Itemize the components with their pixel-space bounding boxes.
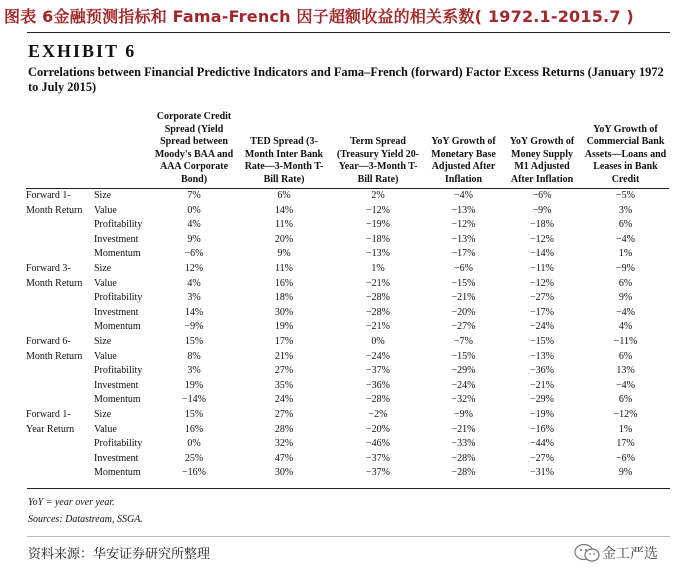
correlation-value: 25% — [184, 452, 204, 464]
correlation-value: −4% — [616, 306, 635, 318]
period-label — [26, 393, 94, 408]
factor-label: Investment — [94, 306, 139, 318]
period-label: Forward 1- — [26, 408, 71, 420]
column-header: Term Spread (Treasury Yield 20-Year—3-Month T-Bill Rate) — [331, 111, 425, 189]
correlation-value: −28% — [366, 306, 390, 318]
correlation-value: −17% — [530, 306, 554, 318]
correlation-value: −46% — [366, 438, 390, 450]
column-header: YoY Growth of Commercial Bank Assets—Loans and Leases in Bank Credit — [582, 111, 669, 189]
table-row — [26, 393, 669, 408]
correlation-value: −12% — [451, 219, 476, 231]
correlation-value: −32% — [451, 394, 476, 406]
correlation-value: 1% — [618, 248, 633, 260]
correlation-value: 0% — [187, 438, 201, 450]
period-label — [26, 233, 94, 248]
correlation-value: 21% — [274, 350, 294, 362]
correlation-value: 27% — [274, 365, 294, 377]
correlation-value: −12% — [613, 408, 638, 420]
correlation-value: 16% — [274, 277, 294, 289]
correlation-value: −21% — [530, 379, 554, 391]
period-label: Forward 6- — [26, 335, 71, 347]
table-row — [26, 437, 669, 452]
correlation-value: 27% — [274, 408, 294, 420]
correlation-value: −24% — [451, 379, 476, 391]
correlation-value: −7% — [454, 335, 473, 347]
source-line: 资料来源：华安证券研究所整理 — [28, 547, 211, 562]
correlation-value: −16% — [182, 467, 206, 479]
header-row — [26, 111, 669, 189]
correlation-value: −37% — [366, 467, 390, 479]
correlation-value: −4% — [454, 190, 473, 201]
correlation-value: −14% — [182, 394, 206, 406]
factor-label: Profitability — [94, 219, 143, 231]
correlation-value: 9% — [618, 292, 633, 304]
correlation-value: 19% — [274, 321, 294, 333]
table-row — [26, 189, 669, 204]
correlation-value: −14% — [530, 248, 554, 260]
correlation-value: −33% — [451, 438, 476, 450]
correlation-value: −11% — [613, 335, 638, 347]
factor-label: Momentum — [94, 321, 141, 333]
correlation-value: 7% — [187, 190, 201, 201]
correlation-value: −2% — [368, 408, 388, 420]
factor-label: Value — [94, 423, 117, 435]
correlation-value: 9% — [187, 233, 201, 245]
correlation-value: 6% — [618, 219, 633, 231]
correlation-value: −4% — [616, 379, 635, 391]
table-row — [26, 247, 669, 262]
table-row — [26, 204, 669, 219]
footer-divider — [27, 536, 670, 537]
correlation-value: −18% — [530, 219, 554, 231]
correlation-value: −36% — [366, 379, 390, 391]
exhibit-title: Correlations between Financial Predictive Indicators and Fama–French (forward) Factor Excess Returns (January 1972 to July 2015) — [28, 65, 664, 94]
correlation-value: −28% — [366, 394, 390, 406]
correlation-value: −27% — [451, 321, 476, 333]
correlation-value: −6% — [184, 248, 204, 260]
correlation-value: −9% — [616, 262, 635, 274]
correlation-value: −20% — [451, 306, 476, 318]
correlation-value: 28% — [274, 423, 294, 435]
correlation-value: 1% — [618, 423, 633, 435]
correlation-value: 17% — [274, 335, 294, 347]
correlation-value: −13% — [451, 204, 476, 216]
column-header: YoY Growth of Monetary Base Adjusted After Inflation — [425, 111, 502, 189]
factor-label: Value — [94, 350, 117, 362]
correlation-value: −9% — [454, 408, 473, 420]
correlation-value: 9% — [618, 467, 633, 479]
correlation-value: 30% — [274, 306, 294, 318]
correlation-value: 12% — [184, 262, 204, 274]
factor-label: Profitability — [94, 438, 143, 450]
table-row — [26, 408, 669, 423]
correlation-value: −37% — [366, 365, 390, 377]
correlation-value: −18% — [366, 233, 390, 245]
period-label — [26, 364, 94, 379]
factor-label: Investment — [94, 452, 139, 464]
factor-label: Investment — [94, 379, 139, 391]
exhibit-label: EXHIBIT 6 — [28, 41, 137, 61]
correlation-value: 15% — [184, 408, 204, 420]
factor-label: Size — [94, 262, 112, 274]
correlation-value: −28% — [451, 452, 476, 464]
correlation-value: −12% — [530, 233, 554, 245]
correlation-value: 0% — [187, 204, 201, 216]
correlation-value: 3% — [618, 204, 633, 216]
correlation-value: −19% — [366, 219, 390, 231]
correlation-value: 8% — [187, 350, 201, 362]
correlation-value: −16% — [530, 423, 554, 435]
period-label: Year Return — [26, 423, 75, 435]
correlation-value: −12% — [530, 277, 554, 289]
correlation-value: 35% — [274, 379, 294, 391]
correlation-value: −6% — [454, 262, 473, 274]
correlation-value: −13% — [451, 233, 476, 245]
factor-label: Momentum — [94, 467, 141, 479]
correlation-value: −15% — [530, 335, 554, 347]
note-yoy: YoY = year over year. — [28, 497, 115, 508]
period-label — [26, 218, 94, 233]
correlation-value: −17% — [451, 248, 476, 260]
correlation-value: −9% — [532, 204, 552, 216]
period-label — [26, 466, 94, 481]
table-row — [26, 262, 669, 277]
correlation-value: 3% — [187, 292, 201, 304]
table-row — [26, 335, 669, 350]
correlation-table — [26, 111, 669, 481]
bottom-divider — [27, 488, 670, 489]
correlation-value: 14% — [184, 306, 204, 318]
table-body — [26, 189, 669, 481]
correlation-value: −11% — [530, 262, 554, 274]
period-label — [26, 247, 94, 262]
header-factor — [94, 111, 151, 189]
factor-label: Size — [94, 190, 112, 201]
factor-label: Momentum — [94, 394, 141, 406]
correlation-value: 6% — [618, 277, 633, 289]
correlation-value: −21% — [451, 423, 476, 435]
correlation-value: −13% — [530, 350, 554, 362]
factor-label: Value — [94, 277, 117, 289]
table-row — [26, 218, 669, 233]
correlation-value: −27% — [530, 292, 554, 304]
correlation-value: −20% — [366, 423, 390, 435]
factor-label: Profitability — [94, 365, 143, 377]
correlation-value: 20% — [274, 233, 294, 245]
table-row — [26, 364, 669, 379]
correlation-value: 0% — [371, 335, 385, 347]
correlation-value: 16% — [184, 423, 204, 435]
correlation-value: 11% — [275, 262, 293, 274]
top-divider — [27, 32, 670, 33]
correlation-value: 15% — [184, 335, 204, 347]
period-label: Month Return — [26, 350, 83, 362]
table-row — [26, 320, 669, 335]
correlation-value: −29% — [451, 365, 476, 377]
correlation-value: −13% — [366, 248, 390, 260]
correlation-value: −29% — [530, 394, 554, 406]
period-label: Month Return — [26, 204, 83, 216]
correlation-value: 32% — [274, 438, 294, 450]
factor-label: Investment — [94, 233, 139, 245]
correlation-value: −28% — [366, 292, 390, 304]
correlation-value: −24% — [366, 350, 390, 362]
factor-label: Momentum — [94, 248, 141, 260]
factor-label: Profitability — [94, 292, 143, 304]
factor-label: Size — [94, 335, 112, 347]
correlation-value: −9% — [184, 321, 204, 333]
period-label: Month Return — [26, 277, 83, 289]
table-row — [26, 233, 669, 248]
correlation-value: −19% — [530, 408, 554, 420]
correlation-value: 6% — [618, 394, 633, 406]
correlation-value: −12% — [366, 204, 390, 216]
correlation-value: −21% — [366, 321, 390, 333]
factor-label: Size — [94, 408, 112, 420]
factor-label: Value — [94, 204, 117, 216]
correlation-value: 13% — [616, 365, 635, 377]
correlation-value: −15% — [451, 277, 476, 289]
correlation-value: −21% — [451, 292, 476, 304]
correlation-value: 6% — [277, 190, 291, 201]
correlation-value: 17% — [616, 438, 635, 450]
correlation-value: −15% — [451, 350, 476, 362]
column-header: TED Spread (3-Month Inter Bank Rate—3-Month T-Bill Rate) — [237, 111, 331, 189]
period-label — [26, 379, 94, 394]
correlation-value: −5% — [616, 190, 635, 201]
period-label — [26, 306, 94, 321]
correlation-value: 4% — [187, 219, 201, 231]
table-row — [26, 277, 669, 292]
correlation-value: −37% — [366, 452, 390, 464]
correlation-value: 30% — [274, 467, 294, 479]
correlation-value: 47% — [274, 452, 294, 464]
correlation-value: 9% — [277, 248, 291, 260]
period-label: Forward 1- — [26, 190, 71, 201]
correlation-value: −31% — [530, 467, 554, 479]
column-header: YoY Growth of Money Supply M1 Adjusted After Inflation — [502, 111, 582, 189]
table-row — [26, 466, 669, 481]
figure-caption: 图表 6金融预测指标和 Fama-French 因子超额收益的相关系数( 1972.1-2015.7 ) — [4, 7, 634, 26]
period-label — [26, 452, 94, 467]
correlation-value: 3% — [187, 365, 201, 377]
correlation-value: −27% — [530, 452, 554, 464]
period-label — [26, 320, 94, 335]
correlation-value: 4% — [618, 321, 633, 333]
correlation-value: −44% — [530, 438, 554, 450]
correlation-value: 18% — [274, 292, 294, 304]
correlation-value: −28% — [451, 467, 476, 479]
correlation-value: 4% — [187, 277, 201, 289]
watermark-text: 金工严选 — [602, 546, 658, 562]
period-label: Forward 3- — [26, 262, 71, 274]
correlation-value: −21% — [366, 277, 390, 289]
correlation-value: −6% — [532, 190, 552, 201]
table-row — [26, 452, 669, 467]
table-row — [26, 423, 669, 438]
correlation-value: 14% — [274, 204, 294, 216]
correlation-value: −4% — [616, 233, 635, 245]
correlation-value: 19% — [184, 379, 204, 391]
column-header: Corporate Credit Spread (Yield Spread between Moody's BAA and AAA Corporate Bond) — [151, 111, 237, 189]
period-label — [26, 291, 94, 306]
correlation-value: 2% — [371, 190, 385, 201]
table-row — [26, 306, 669, 321]
correlation-value: 11% — [275, 219, 293, 231]
header-period — [26, 111, 94, 189]
period-label — [26, 437, 94, 452]
table-row — [26, 379, 669, 394]
correlation-value: −24% — [530, 321, 554, 333]
correlation-value: 24% — [274, 394, 294, 406]
table-row — [26, 291, 669, 306]
correlation-value: −6% — [616, 452, 635, 464]
correlation-value: 1% — [371, 262, 385, 274]
correlation-value: −36% — [530, 365, 554, 377]
table-row — [26, 350, 669, 365]
correlation-value: 6% — [618, 350, 633, 362]
note-sources: Sources: Datastream, SSGA. — [28, 514, 143, 525]
